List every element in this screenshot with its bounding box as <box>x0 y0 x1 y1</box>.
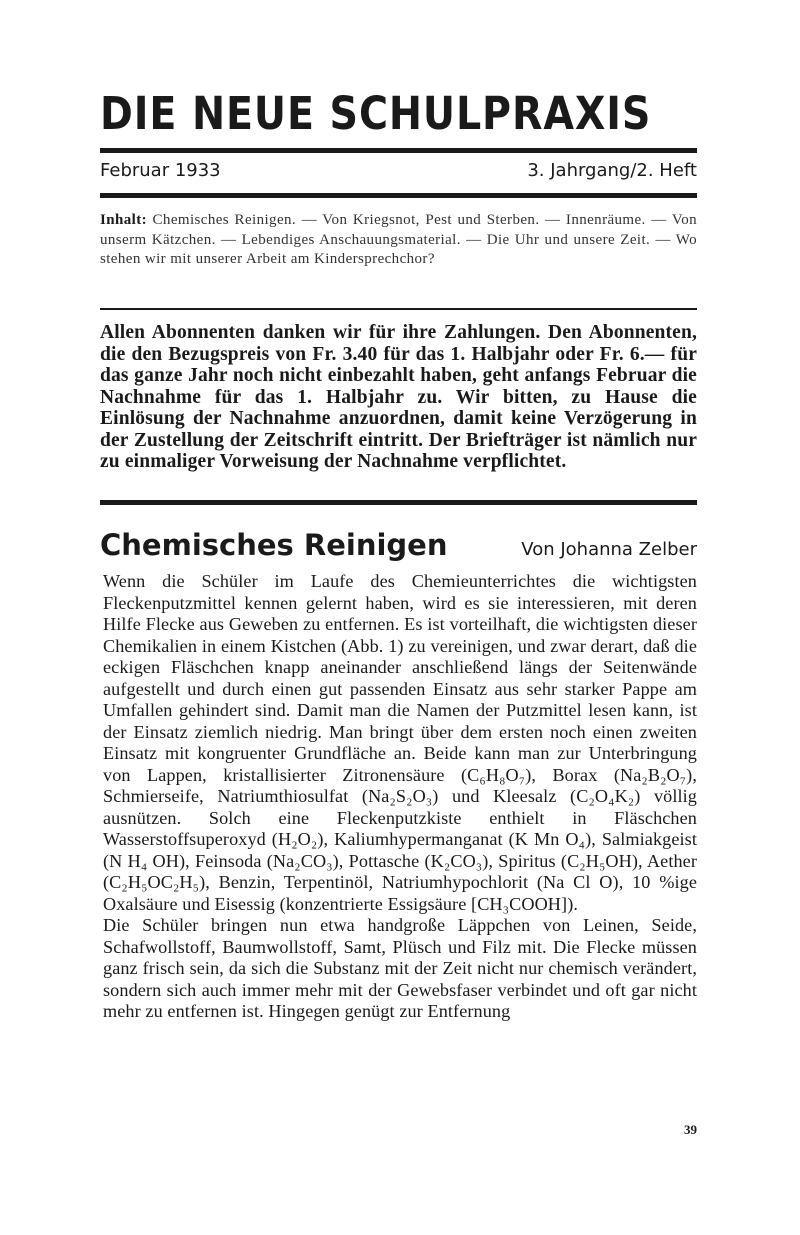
article-paragraph: Wenn die Schüler im Laufe des Chemieunterrichtes die wichtigsten Fleckenputzmittel kennen gelernt haben, wird es sie interessieren, mit deren Hilfe Flecke aus Geweben zu entfernen. Es ist vorteilhaft, die wichtigsten dieser Chemikalien in einem Kistchen (Abb. 1) zu vereinigen, und zwar derart, daß die eckigen Fläschchen knapp aneinander anschließend längs der Seitenwände aufgestellt und durch einen gut passenden Einsatz aus sehr starker Pappe am Umfallen gehindert sind. Damit man die Namen der Putzmittel lesen kann, ist der Einsatz ziemlich niedrig. Man bringt über dem ersten noch einen zweiten Einsatz mit kongruenter Grundfläche an. Beide kann man zur Unterbringung von Lappen, kristallisierter Zitronensäure (C₆H₈O₇), Borax (Na₂B₂O₇), Schmierseife, Natriumthiosulfat (Na₂S₂O₃) und Kleesalz (C₂O₄K₂) völlig ausnützen. Solch eine Fleckenputzkiste enthielt in Fläschchen Wasserstoffsuperoxyd (H₂O₂), Kaliumhypermanganat (K Mn O₄), Salmiakgeist (N H₄ OH), Feinsoda (Na₂CO₃), Pottasche (K₂CO₃), Spiritus (C₂H₅OH), Aether (C₂H₅OC₂H₅), Benzin, Terpentinöl, Natriumhypochlorit (Na Cl O), 10 %ige Oxalsäure und Eisessig (konzentrierte Essigsäure [CH₃COOH]). <box>103 571 697 914</box>
contents-text: Chemisches Reinigen. — Von Kriegsnot, Pest und Sterben. — Innenräume. — Von unserm Kätzchen. — Lebendiges Anschauungsmaterial. — Die Uhr und unsere Zeit. — Wo stehen wir mit unserer Arbeit am Kindersprechchor? <box>100 212 698 267</box>
issue-date: Februar 1933 <box>100 160 221 181</box>
subscriber-notice: Allen Abonnenten danken wir für ihre Zahlungen. Den Abonnenten, die den Bezugspreis von Fr. 3.40 für das 1. Halbjahr oder Fr. 6.— für das ganze Jahr noch nicht einbezahlt haben, geht anfangs Februar die Nachnahme für das 1. Halbjahr zu. Wir bitten, zu Hause die Einlösung der Nachnahme anzuordnen, damit keine Verzögerung in der Zustellung der Zeitschrift eintritt. Der Briefträger ist nämlich nur zu einmaliger Vorweisung der Nachnahme verpflichtet. <box>100 322 697 472</box>
contents-label: Inhalt: <box>100 212 147 228</box>
masthead-rule-bottom <box>100 193 697 198</box>
article-paragraph: Die Schüler bringen nun etwa handgroße Läppchen von Leinen, Seide, Schafwollstoff, Baumwollstoff, Samt, Plüsch und Filz mit. Die Flecke müssen ganz frisch sein, da sich die Substanz mit der Zeit nicht nur chemisch verändert, sondern sich auch immer mehr mit der Gewebsfaser verbindet und oft gar nicht mehr zu entfernen ist. Hingegen genügt zur Entfernung <box>103 915 697 1021</box>
issue-info-row <box>100 160 697 181</box>
article-author: Von Johanna Zelber <box>521 539 697 560</box>
contents-rule <box>100 308 697 310</box>
page-number: 39 <box>684 1122 697 1137</box>
issue-volume: 3. Jahrgang/2. Heft <box>527 160 697 181</box>
article-body <box>103 571 697 1023</box>
journal-title: DIE NEUE SCHULPRAXIS <box>100 87 652 140</box>
notice-rule <box>100 500 697 505</box>
article-title: Chemisches Reinigen <box>100 528 448 562</box>
table-of-contents <box>100 211 697 270</box>
article-header <box>100 528 697 562</box>
masthead-rule-top <box>100 148 697 153</box>
